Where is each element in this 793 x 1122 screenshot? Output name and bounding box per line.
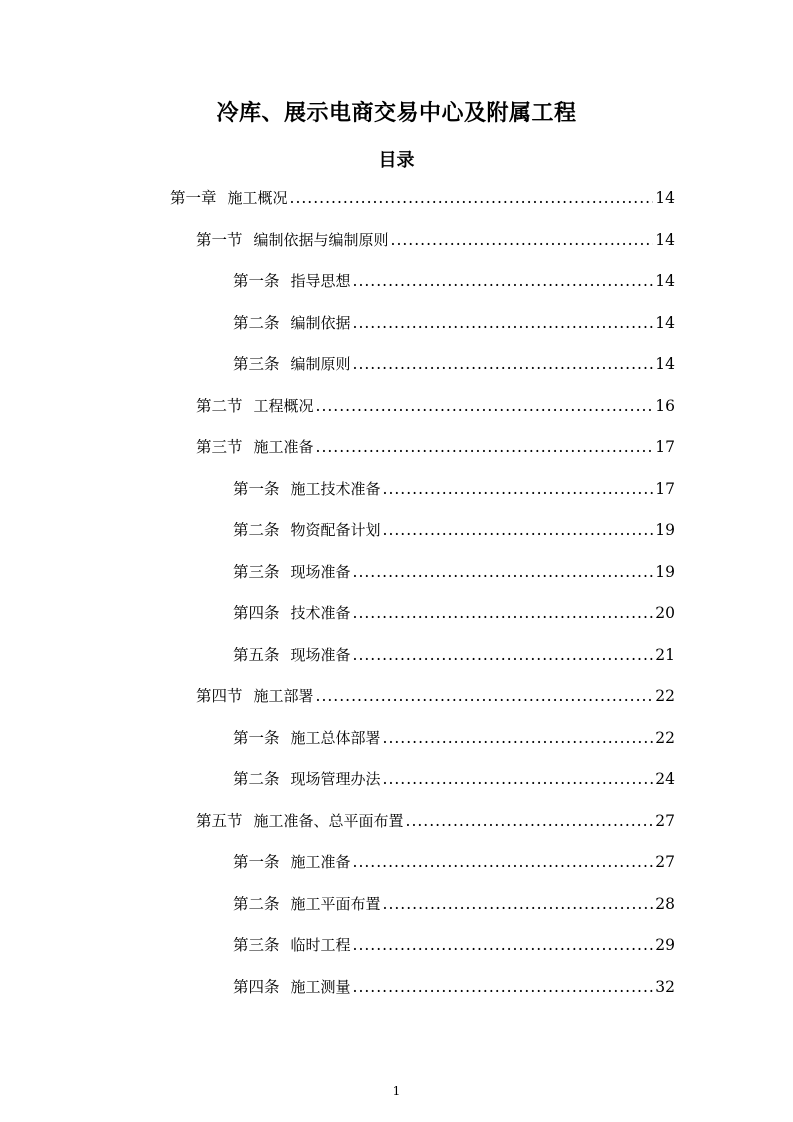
toc-entry-page: 19 xyxy=(655,563,675,581)
toc-entry-title: 施工准备 xyxy=(253,438,314,456)
toc-entry-page: 27 xyxy=(655,853,675,871)
toc-entry-number: 第二节 xyxy=(196,397,243,415)
toc-entry-page: 17 xyxy=(655,438,675,456)
toc-leader-dots xyxy=(406,812,654,830)
toc-entry[interactable] xyxy=(233,311,675,335)
toc-leader-dots xyxy=(353,646,654,664)
toc-entry[interactable] xyxy=(233,518,675,542)
toc-entry[interactable] xyxy=(233,352,675,376)
toc-entry-number: 第一节 xyxy=(196,231,243,249)
toc-entry-title: 编制原则 xyxy=(290,355,351,373)
toc-entry-title: 技术准备 xyxy=(290,604,351,622)
toc-entry[interactable] xyxy=(196,228,675,252)
toc-entry[interactable] xyxy=(233,477,675,501)
toc-entry-number: 第一章 xyxy=(170,189,217,207)
toc-entry-number: 第二条 xyxy=(233,895,280,913)
toc-entry-page: 14 xyxy=(655,314,675,332)
toc-entry[interactable] xyxy=(196,435,675,459)
toc-leader-dots xyxy=(353,563,654,581)
toc-entry-page: 22 xyxy=(655,687,675,705)
toc-entry-title: 工程概况 xyxy=(253,397,314,415)
toc-entry-number: 第三条 xyxy=(233,563,280,581)
toc-entry-title: 现场管理办法 xyxy=(290,770,381,788)
toc-entry-title: 施工总体部署 xyxy=(290,729,381,747)
toc-leader-dots xyxy=(383,521,654,539)
toc-entry-title: 施工准备、总平面布置 xyxy=(253,812,404,830)
toc-leader-dots xyxy=(383,770,654,788)
toc-entry-page: 20 xyxy=(655,604,675,622)
toc-leader-dots xyxy=(353,604,654,622)
toc-entry-number: 第四条 xyxy=(233,978,280,996)
toc-leader-dots xyxy=(353,314,654,332)
toc-entry-number: 第五条 xyxy=(233,646,280,664)
toc-entry[interactable] xyxy=(233,643,675,667)
toc-entry[interactable] xyxy=(233,850,675,874)
toc-entry-title: 施工平面布置 xyxy=(290,895,381,913)
toc-entry[interactable] xyxy=(233,892,675,916)
toc-entry-page: 14 xyxy=(655,272,675,290)
toc-entry-page: 19 xyxy=(655,521,675,539)
toc-entry[interactable] xyxy=(196,684,675,708)
toc-entry-title: 指导思想 xyxy=(290,272,351,290)
toc-entry[interactable] xyxy=(233,726,675,750)
toc-leader-dots xyxy=(383,480,654,498)
toc-leader-dots xyxy=(290,189,654,207)
toc-entry-number: 第三节 xyxy=(196,438,243,456)
toc-entry-title: 施工技术准备 xyxy=(290,480,381,498)
toc-entry-title: 施工测量 xyxy=(290,978,351,996)
toc-entry-page: 24 xyxy=(655,770,675,788)
toc-entry-page: 32 xyxy=(655,978,675,996)
toc-leader-dots xyxy=(316,687,654,705)
toc-leader-dots xyxy=(353,853,654,871)
toc-entry[interactable] xyxy=(233,269,675,293)
toc-entry[interactable] xyxy=(233,767,675,791)
toc-entry[interactable] xyxy=(170,186,675,210)
toc-entry-page: 17 xyxy=(655,480,675,498)
toc-entry-number: 第一条 xyxy=(233,272,280,290)
toc-entry-number: 第一条 xyxy=(233,729,280,747)
toc-entry-page: 29 xyxy=(655,936,675,954)
toc-entry-number: 第二条 xyxy=(233,521,280,539)
toc-entry-title: 施工准备 xyxy=(290,853,351,871)
toc-leader-dots xyxy=(316,397,654,415)
toc-entry[interactable] xyxy=(233,933,675,957)
toc-entry-page: 28 xyxy=(655,895,675,913)
toc-entry-title: 编制依据 xyxy=(290,314,351,332)
toc-entry-page: 14 xyxy=(655,355,675,373)
toc-entry-page: 14 xyxy=(655,189,675,207)
toc-entry-title: 现场准备 xyxy=(290,646,351,664)
toc-entry-title: 施工部署 xyxy=(253,687,314,705)
toc-entry[interactable] xyxy=(233,560,675,584)
toc-leader-dots xyxy=(353,272,654,290)
toc-leader-dots xyxy=(316,438,654,456)
document-title: 冷库、展示电商交易中心及附属工程 xyxy=(216,101,577,126)
toc-entry-title: 临时工程 xyxy=(290,936,351,954)
toc-entry-number: 第四节 xyxy=(196,687,243,705)
toc-entry-number: 第三条 xyxy=(233,936,280,954)
toc-entry-number: 第一条 xyxy=(233,853,280,871)
toc-entry-number: 第三条 xyxy=(233,355,280,373)
toc-entry-number: 第二条 xyxy=(233,770,280,788)
toc-entry-number: 第五节 xyxy=(196,812,243,830)
toc-entry-number: 第四条 xyxy=(233,604,280,622)
toc-entry[interactable] xyxy=(233,601,675,625)
page-number: 1 xyxy=(392,1084,401,1098)
toc-entry-title: 物资配备计划 xyxy=(290,521,381,539)
toc-entry-page: 14 xyxy=(655,231,675,249)
toc-entry-page: 22 xyxy=(655,729,675,747)
toc-leader-dots xyxy=(353,355,654,373)
toc-leader-dots xyxy=(353,978,654,996)
toc-entry-page: 16 xyxy=(655,397,675,415)
toc-leader-dots xyxy=(383,895,654,913)
toc-entry[interactable] xyxy=(196,394,675,418)
toc-leader-dots xyxy=(383,729,654,747)
toc-entry-title: 编制依据与编制原则 xyxy=(253,231,389,249)
toc-entry-page: 21 xyxy=(655,646,675,664)
toc-entry-number: 第二条 xyxy=(233,314,280,332)
toc-entry-title: 施工概况 xyxy=(227,189,288,207)
toc-entry-title: 现场准备 xyxy=(290,563,351,581)
toc-entry[interactable] xyxy=(233,975,675,999)
toc-leader-dots xyxy=(391,231,654,249)
toc-entry-number: 第一条 xyxy=(233,480,280,498)
toc-entry[interactable] xyxy=(196,809,675,833)
toc-leader-dots xyxy=(353,936,654,954)
toc-heading: 目录 xyxy=(378,150,415,171)
toc-entry-page: 27 xyxy=(655,812,675,830)
